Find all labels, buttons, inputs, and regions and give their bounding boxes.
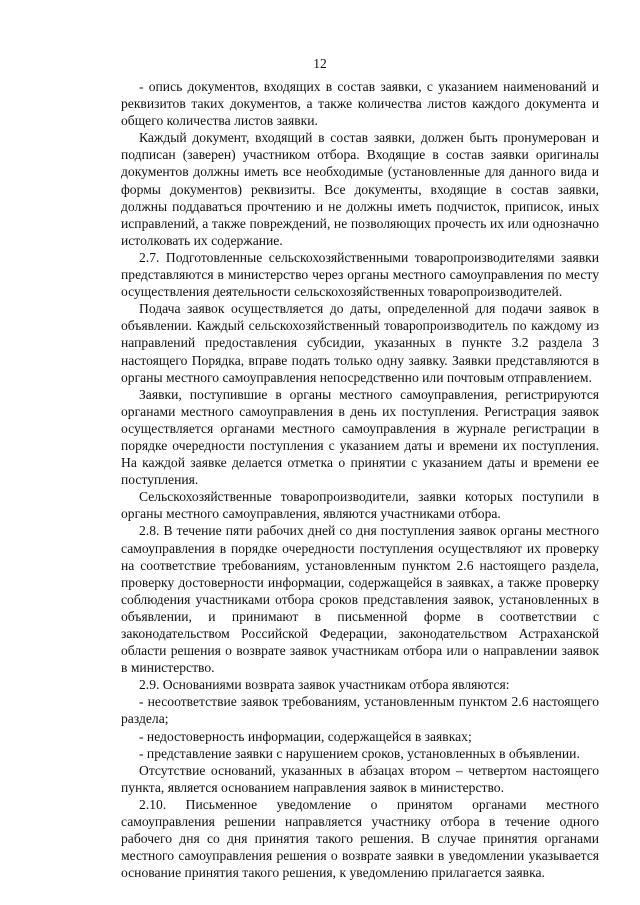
document-body [121, 78, 599, 881]
list-item-late-submission: - представление заявки с нарушением сроков, установленных в объявлении. [139, 745, 580, 761]
paragraph-no-grounds: Отсутствие оснований, указанных в абзацах втором – четвертом настоящего пункта, является основанием направления заявок в министерство. [121, 762, 599, 795]
list-item-inaccurate-info: - недостоверность информации, содержащейся в заявках; [139, 728, 472, 744]
paragraph-2-8: 2.8. В течение пяти рабочих дней со дня поступления заявок органы местного самоуправления в порядке очередности поступления осуществляют их проверку на соответствие требованиям, установленным пунктом 2.6 настоящего раздела, проверку достоверности информации, содержащейся в заявках, а также проверку соблюдения участниками отбора сроков представления заявок, установленных в объявлении, и принимают в письменной форме в соответствии с законодательством Российской Федерации, законодательством Астраханской области решения о возврате заявок участникам отбора или о направлении заявок в министерство. [121, 523, 599, 676]
paragraph-submission-deadline: Подача заявок осуществляется до даты, определенной для подачи заявок в объявлении. Каждый сельскохозяйственный товаропроизводитель по каждому из направлений предоставления субсидии, указанных в пункте 3.2 раздела 3 настоящего Порядка, вправе подать только одну заявку. Заявки представляются в органы местного самоуправления непосредственно или почтовым отправлением. [121, 301, 599, 385]
paragraph-participants: Сельскохозяйственные товаропроизводители, заявки которых поступили в органы местного самоуправления, являются участниками отбора. [121, 489, 599, 522]
paragraph-2-9: 2.9. Основаниями возврата заявок участникам отбора являются: [139, 677, 510, 693]
paragraph-2-7: 2.7. Подготовленные сельскохозяйственными товаропроизводителями заявки представляются в министерство через органы местного самоуправления по месту осуществления деятельности сельскохозяйственных товаропроизводителей. [121, 249, 599, 300]
paragraph-documents-inventory: - опись документов, входящих в состав заявки, с указанием наименований и реквизитов таких документов, а также количества листов каждого документа и общего количества листов заявки. [121, 79, 599, 129]
page-number: 12 [313, 56, 327, 71]
paragraph-document-numbering: Каждый документ, входящий в состав заявки, должен быть пронумерован и подписан (заверен) участником отбора. Входящие в состав заявки оригиналы документов должны иметь все необходимые (установленные для данного вида и формы документов) реквизиты. Все документы, входящие в состав заявки, должны поддаваться прочтению и не должны иметь подчисток, приписок, иных исправлений, а также повреждений, не позволяющих прочесть их или однозначно истолковать их содержание. [121, 130, 599, 248]
paragraph-2-10: 2.10. Письменное уведомление о принятом органами местного самоуправления решении направляется участнику отбора в течение одного рабочего дня со дня принятия такого решения. В случае принятия органами местного самоуправления решения о возврате заявки в уведомлении указывается основание принятия такого решения, к уведомлению прилагается заявка. [121, 796, 599, 881]
list-item-requirements-mismatch: - несоответствие заявок требованиям, установленным пунктом 2.6 настоящего раздела; [121, 694, 599, 727]
paragraph-registration: Заявки, поступившие в органы местного самоуправления, регистрируются органами местного самоуправления в день их поступления. Регистрация заявок осуществляется органами местного самоуправления в журнале регистрации в порядке очередности поступления с указанием даты и времени их поступления. На каждой заявке делается отметка о принятии с указанием даты и времени ее поступления. [121, 386, 599, 488]
